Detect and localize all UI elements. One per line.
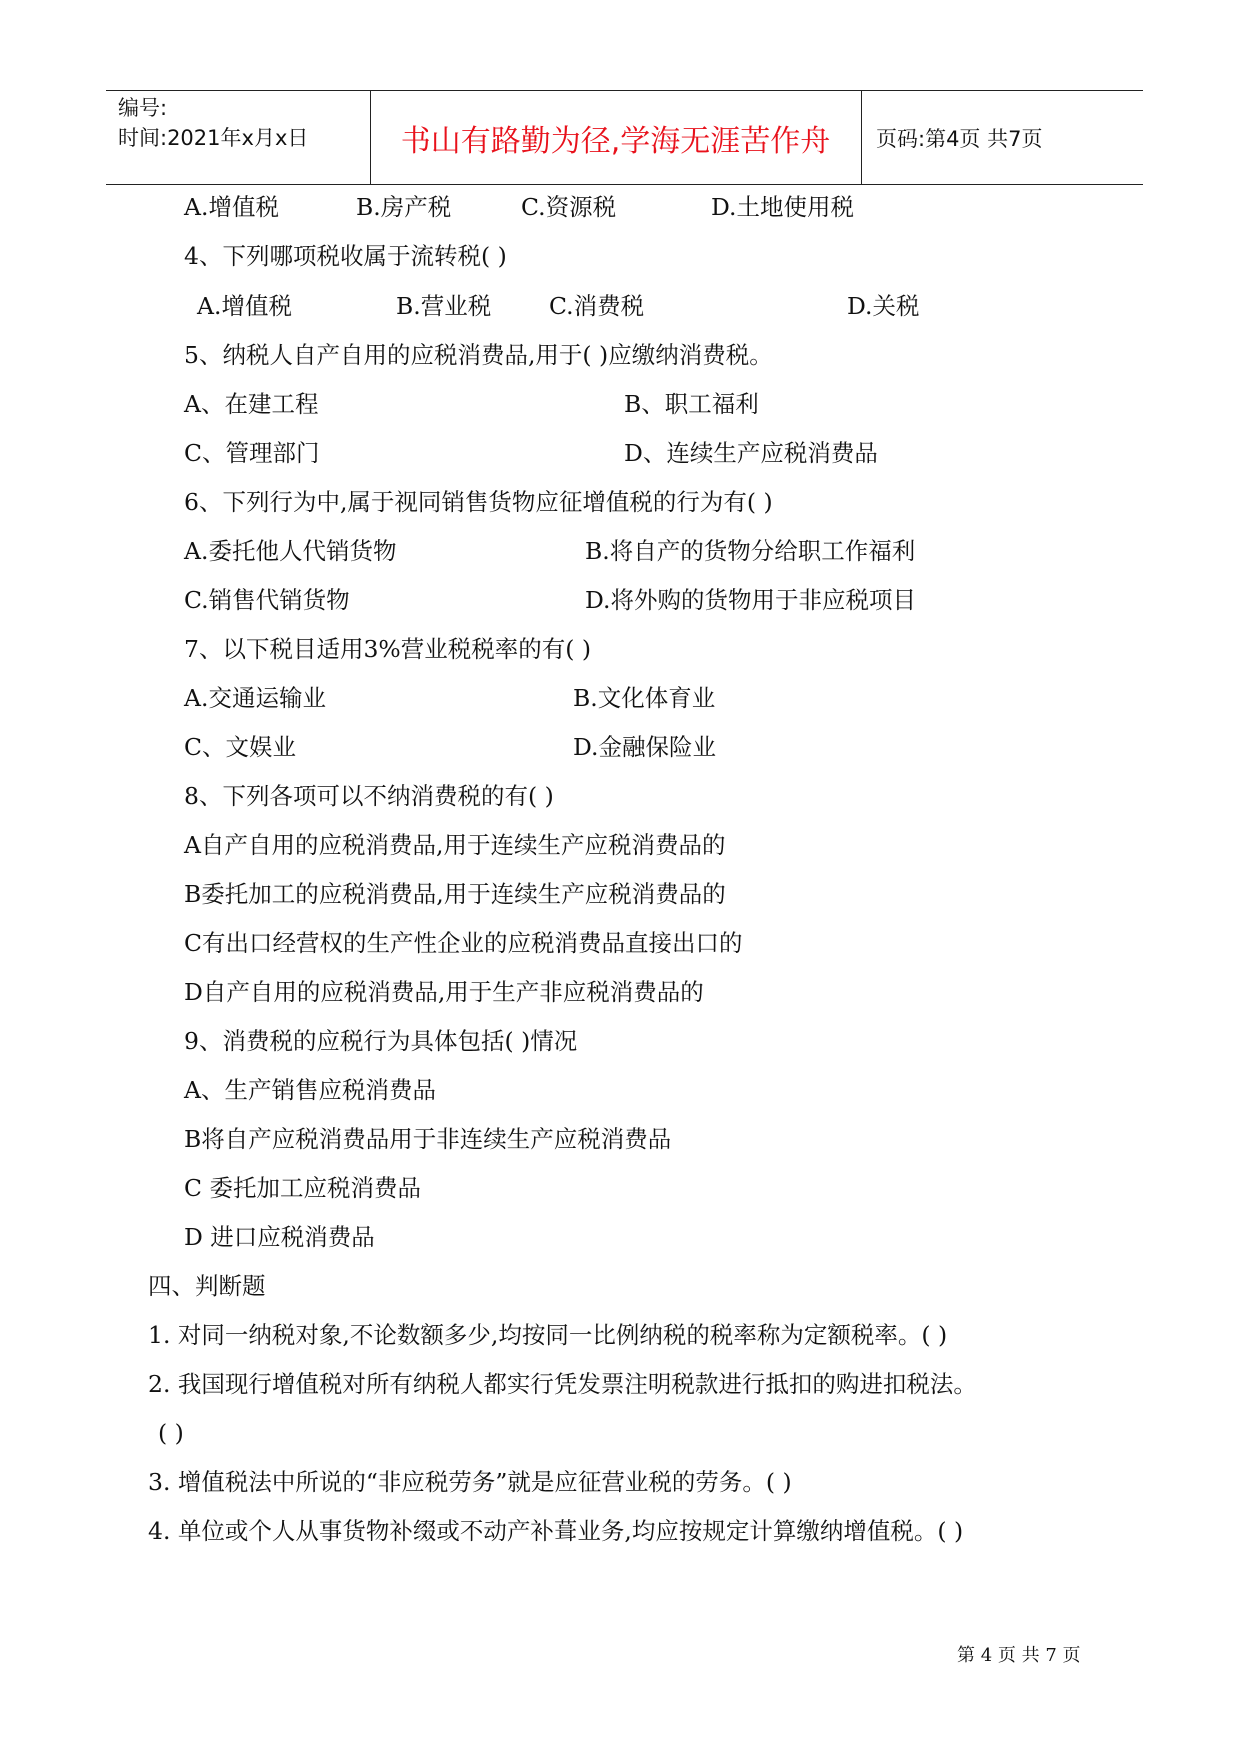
text-line: B.将自产的货物分给职工作福利: [585, 537, 916, 565]
page-header: [106, 90, 1143, 185]
text-line: C有出口经营权的生产性企业的应税消费品直接出口的: [184, 929, 743, 957]
text-line: D.土地使用税: [711, 193, 854, 221]
motto: 书山有路勤为径,学海无涯苦作舟: [400, 123, 831, 159]
text-line: 6、下列行为中,属于视同销售货物应征增值税的行为有( ): [184, 488, 773, 516]
text-line: 8、下列各项可以不纳消费税的有( ): [184, 782, 554, 810]
text-line: D 进口应税消费品: [184, 1223, 375, 1251]
text-line: 4、下列哪项税收属于流转税( ): [184, 242, 507, 270]
text-line: B.房产税: [356, 193, 452, 221]
text-line: B、职工福利: [624, 390, 759, 418]
text-line: 4. 单位或个人从事货物补缀或不动产补葺业务,均应按规定计算缴纳增值税。( ): [148, 1517, 964, 1545]
text-line: B将自产应税消费品用于非连续生产应税消费品: [184, 1125, 672, 1153]
text-line: B.文化体育业: [573, 684, 716, 712]
text-line: D.金融保险业: [573, 733, 716, 761]
text-line: A、在建工程: [184, 390, 319, 418]
page-label: 页码:第4页 共7页: [876, 126, 1043, 151]
text-line: ( ): [158, 1419, 184, 1447]
text-line: A.交通运输业: [184, 684, 326, 712]
number-label: 编号:: [118, 96, 168, 120]
text-line: A.增值税: [197, 292, 292, 320]
text-line: 四、判断题: [148, 1272, 266, 1300]
text-line: A、生产销售应税消费品: [184, 1076, 436, 1104]
header-divider: [861, 91, 862, 184]
text-line: B委托加工的应税消费品,用于连续生产应税消费品的: [184, 880, 726, 908]
text-line: C 委托加工应税消费品: [184, 1174, 421, 1202]
text-line: A.增值税: [184, 193, 279, 221]
header-left: [118, 93, 308, 153]
text-line: C.资源税: [521, 193, 617, 221]
text-line: D自产自用的应税消费品,用于生产非应税消费品的: [184, 978, 704, 1006]
text-line: 7、以下税目适用3%营业税税率的有( ): [184, 635, 592, 663]
footer-page-number: 第 4 页 共 7 页: [957, 1645, 1081, 1666]
text-line: C、管理部门: [184, 439, 320, 467]
text-line: C.销售代销货物: [184, 586, 350, 614]
text-line: C.消费税: [549, 292, 645, 320]
text-line: B.营业税: [396, 292, 492, 320]
text-line: D、连续生产应税消费品: [624, 439, 878, 467]
text-line: A自产自用的应税消费品,用于连续生产应税消费品的: [184, 831, 726, 859]
text-line: 2. 我国现行增值税对所有纳税人都实行凭发票注明税款进行抵扣的购进扣税法。: [148, 1370, 977, 1398]
text-line: A.委托他人代销货物: [184, 537, 397, 565]
text-line: D.关税: [847, 292, 920, 320]
text-line: C、文娱业: [184, 733, 296, 761]
text-line: 3. 增值税法中所说的“非应税劳务”就是应征营业税的劳务。( ): [148, 1468, 792, 1496]
text-line: 9、消费税的应税行为具体包括( )情况: [184, 1027, 578, 1055]
text-line: 1. 对同一纳税对象,不论数额多少,均按同一比例纳税的税率称为定额税率。( ): [148, 1321, 948, 1349]
time-label: 时间:2021年x月x日: [118, 126, 309, 150]
text-line: 5、纳税人自产自用的应税消费品,用于( )应缴纳消费税。: [184, 341, 773, 369]
text-line: D.将外购的货物用于非应税项目: [585, 586, 916, 614]
